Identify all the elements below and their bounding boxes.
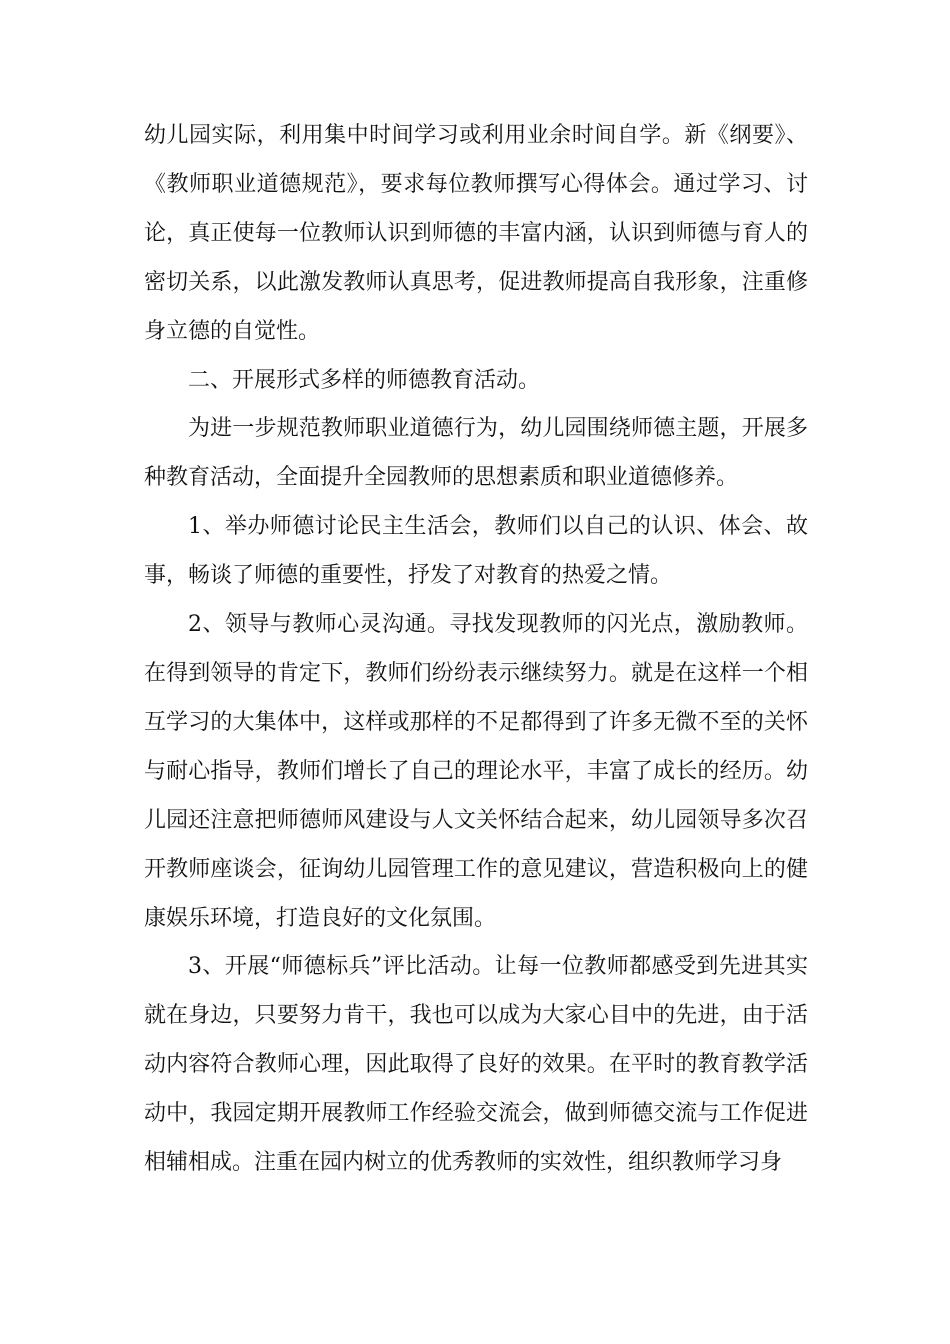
paragraph-study-continuation: 幼儿园实际，利用集中时间学习或利用业余时间自学。新《纲要》、《教师职业道德规范》，要求每位教师撰写心得体会。通过学习、讨论，真正使每一位教师认识到师德的丰富内涵，认识到师德与育人的密切关系，以此激发教师认真思考，促进教师提高自我形象，注重修身立德的自觉性。 bbox=[144, 123, 808, 344]
paragraph-item-two: 2、领导与教师心灵沟通。寻找发现教师的闪光点，激励教师。在得到领导的肯定下，教师们纷纷表示继续努力。就是在这样一个相互学习的大集体中，这样或那样的不足都得到了许多无微不至的关怀与耐心指导，教师们增长了自己的理论水平，丰富了成长的经历。幼儿园还注意把师德师风建设与人文关怀结合起来，幼儿园领导多次召开教师座谈会，征询幼儿园管理工作的意见建议，营造积极向上的健康娱乐环境，打造良好的文化氛围。 bbox=[144, 612, 808, 931]
paragraph-item-three: 3、开展“师德标兵”评比活动。让每一位教师都感受到先进其实就在身边，只要努力肯干，我也可以成为大家心目中的先进，由于活动内容符合教师心理，因此取得了良好的效果。在平时的教育教学活动中，我园定期开展教师工作经验交流会，做到师德交流与工作促进相辅相成。注重在园内树立的优秀教师的实效性，组织教师学习身 bbox=[144, 954, 808, 1176]
heading-section-two: 二、开展形式多样的师德教育活动。 bbox=[188, 367, 541, 393]
paragraph-item-one: 1、举办师德讨论民主生活会，教师们以自己的认识、体会、故事，畅谈了师德的重要性，抒发了对教育的热爱之情。 bbox=[144, 514, 808, 589]
paragraph-intro-activities: 为进一步规范教师职业道德行为，幼儿园围绕师德主题，开展多种教育活动，全面提升全园教师的思想素质和职业道德修养。 bbox=[144, 416, 808, 491]
document-page bbox=[144, 112, 808, 1188]
